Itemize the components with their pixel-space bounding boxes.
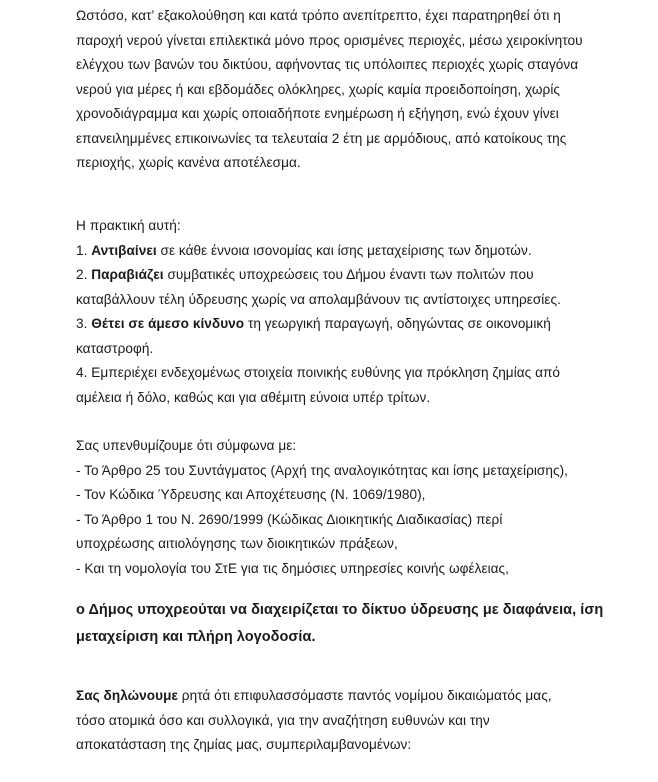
intro-line: ελέγχου των βανών του δικτύου, αφήνοντας τις υπόλοιπες περιοχές χωρίς σταγόνα bbox=[76, 57, 579, 72]
declaration-first-line bbox=[76, 684, 636, 709]
declaration-line: τόσο ατομικά όσο και συλλογικά, για την αναζήτηση ευθυνών και την bbox=[76, 712, 490, 728]
intro-line: περιοχής, χωρίς κανένα αποτέλεσμα. bbox=[76, 155, 301, 170]
practice-item-4-cont: αμέλεια ή δόλο, καθώς και για αθέμιτη εύνοια υπέρ τρίτων. bbox=[76, 389, 431, 405]
practice-heading: Η πρακτική αυτή: bbox=[76, 218, 181, 233]
reminder-heading: Σας υπενθυμίζουμε ότι σύμφωνα με: bbox=[76, 438, 297, 453]
practice-item-3 bbox=[76, 312, 636, 337]
declaration-keyword: Σας δηλώνουμε bbox=[76, 688, 178, 703]
reminder-line: - Το Άρθρο 25 του Συντάγματος (Αρχή της αναλογικότητας και ίσης μεταχείρισης), bbox=[76, 462, 568, 478]
obligation-line: μεταχείριση και πλήρη λογοδοσία. bbox=[76, 629, 316, 645]
item-keyword: Αντιβαίνει bbox=[91, 242, 157, 258]
item-text: τη γεωργική παραγωγή, οδηγώντας σε οικονομική bbox=[244, 316, 551, 331]
intro-line: επανειλημμένες επικοινωνίες τα τελευταία 2 έτη με αρμόδιους, από κατοίκους της bbox=[76, 130, 567, 146]
intro-line: παροχή νερού γίνεται επιλεκτικά μόνο προς ορισμένες περιοχές, μέσω χειροκίνητου bbox=[76, 32, 583, 48]
intro-paragraph bbox=[76, 4, 636, 176]
declaration-paragraph bbox=[76, 684, 636, 758]
reminder-section bbox=[76, 434, 636, 581]
practice-item-2 bbox=[76, 263, 636, 288]
intro-line: νερού για μέρες ή και εβδομάδες ολόκληρες, χωρίς καμία προειδοποίηση, χωρίς bbox=[76, 81, 561, 97]
reminder-line: - Το Άρθρο 1 του Ν. 2690/1999 (Κώδικας Διοικητικής Διαδικασίας) περί bbox=[76, 511, 503, 527]
declaration-line: αποκατάσταση της ζημίας μας, συμπεριλαμβανομένων: bbox=[76, 737, 412, 752]
obligation-statement bbox=[76, 597, 636, 651]
practice-section bbox=[76, 214, 636, 410]
practice-item-2-cont: καταβάλλουν τέλη ύδρευσης χωρίς να απολαμβάνουν τις αντίστοιχες υπηρεσίες. bbox=[76, 291, 561, 307]
item-number: 1. bbox=[76, 242, 92, 258]
reminder-line: υποχρέωσης αιτιολόγησης των διοικητικών πράξεων, bbox=[76, 536, 398, 551]
item-text: σε κάθε έννοια ισονομίας και ίσης μεταχείρισης των δημοτών. bbox=[156, 242, 532, 258]
item-keyword: Παραβιάζει bbox=[91, 267, 164, 282]
obligation-line: ο Δήμος υποχρεούται να διαχειρίζεται το δίκτυο ύδρευσης με διαφάνεια, ίση bbox=[76, 602, 604, 618]
reminder-line: - Τον Κώδικα Ύδρευσης και Αποχέτευσης (Ν. 1069/1980), bbox=[76, 487, 426, 502]
practice-item-1 bbox=[76, 239, 636, 264]
item-text: συμβατικές υποχρεώσεις του Δήμου έναντι των πολιτών που bbox=[163, 267, 534, 282]
item-number: 3. bbox=[76, 316, 92, 331]
intro-line: χρονοδιάγραμμα και χωρίς οποιαδήποτε ενημέρωση ή εξήγηση, ενώ έχουν γίνει bbox=[76, 106, 559, 121]
practice-item-3-cont: καταστροφή. bbox=[76, 340, 154, 356]
item-keyword: Θέτει σε άμεσο κίνδυνο bbox=[91, 316, 245, 331]
reminder-line: - Και τη νομολογία του ΣτΕ για τις δημόσιες υπηρεσίες κοινής ωφέλειας, bbox=[76, 560, 509, 576]
intro-line: Ωστόσο, κατ’ εξακολούθηση και κατά τρόπο ανεπίτρεπτο, έχει παρατηρηθεί ότι η bbox=[76, 8, 561, 23]
item-number: 2. bbox=[76, 267, 92, 282]
declaration-text: ρητά ότι επιφυλασσόμαστε παντός νομίμου δικαιώματός μας, bbox=[177, 688, 552, 703]
practice-item-4: 4. Εμπεριέχει ενδεχομένως στοιχεία ποινικής ευθύνης για πρόκληση ζημίας από bbox=[76, 365, 561, 380]
